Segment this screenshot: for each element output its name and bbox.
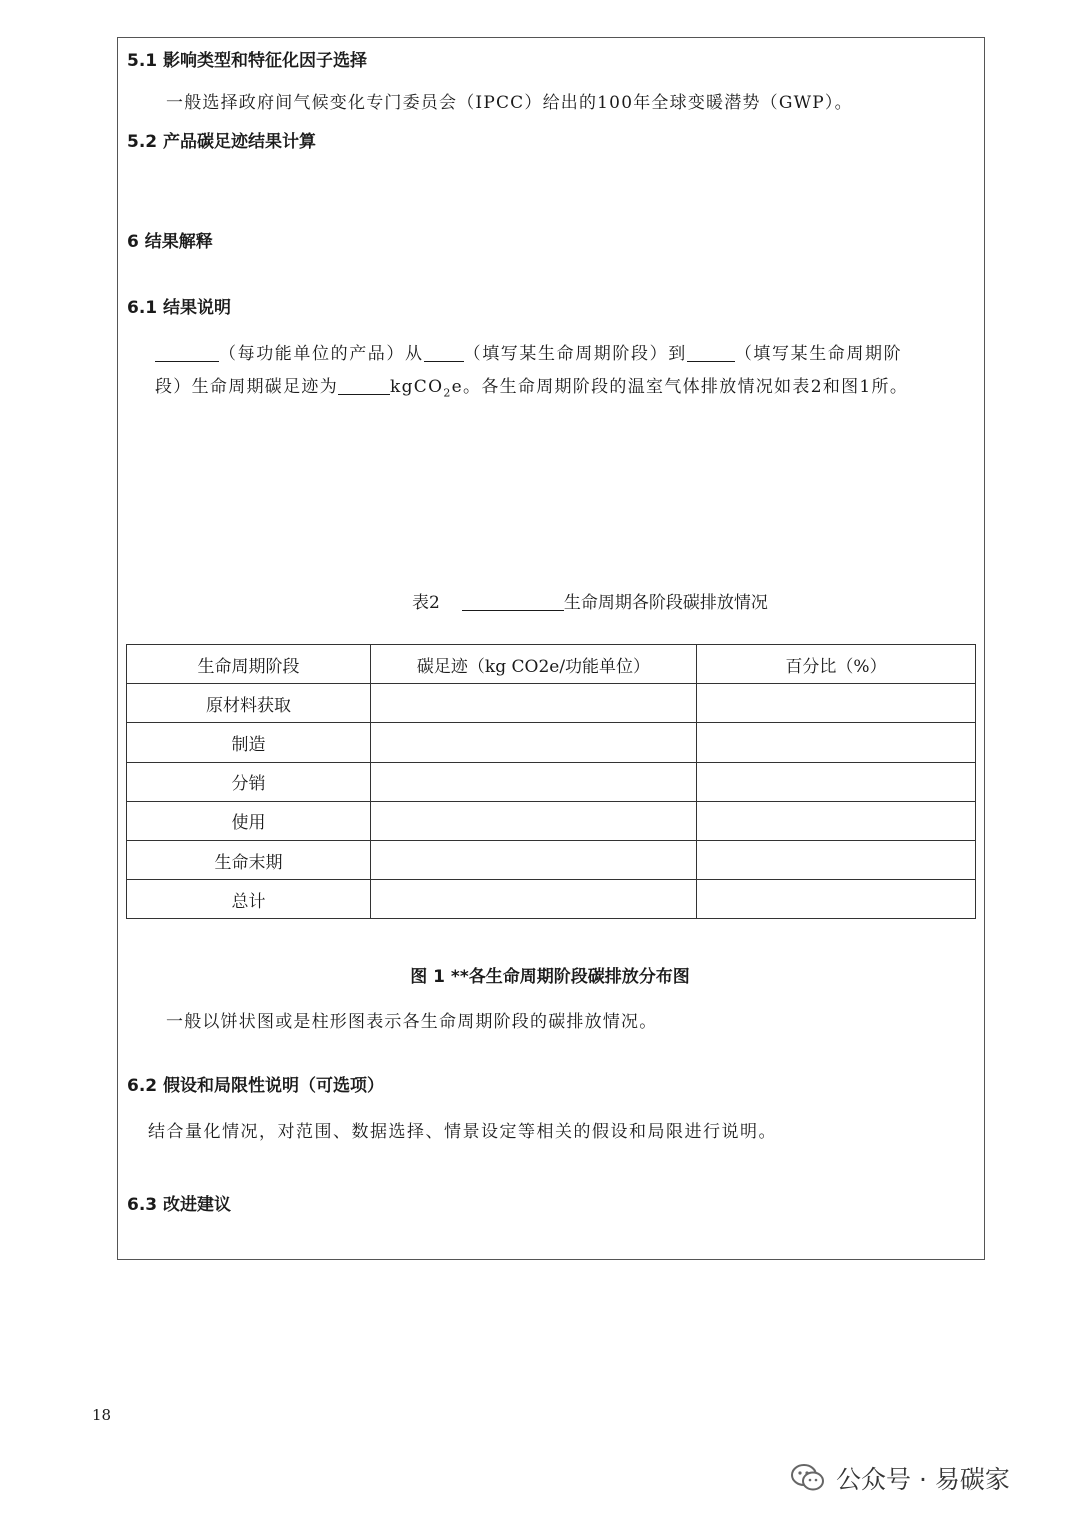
table-row [127, 723, 976, 762]
line1-part-a: （每功能单位的产品）从 [219, 344, 424, 364]
section-6-title: 6 结果解释 [127, 232, 213, 252]
table-caption-number: 表2 [412, 593, 440, 613]
stage-cell: 原材料获取 [127, 684, 371, 723]
section-6-3-title: 6.3 改进建议 [127, 1195, 232, 1215]
section-6-2-text: 结合量化情况，对范围、数据选择、情景设定等相关的假设和局限进行说明。 [148, 1122, 777, 1142]
percent-cell [697, 801, 976, 840]
table-row [127, 684, 976, 723]
table-caption [412, 588, 768, 613]
header-percent: 百分比（%） [697, 645, 976, 684]
section-5-1-text: 一般选择政府间气候变化专门委员会（IPCC）给出的100年全球变暖潜势（GWP）。 [166, 93, 853, 113]
footprint-cell [371, 801, 697, 840]
blank-product [155, 344, 219, 362]
table-caption-text: 生命周期各阶段碳排放情况 [563, 593, 768, 613]
footprint-cell [371, 840, 697, 879]
page-number: 18 [92, 1406, 112, 1424]
percent-cell [697, 840, 976, 879]
table-row [127, 880, 976, 919]
footprint-cell [371, 880, 697, 919]
table-row [127, 840, 976, 879]
blank-footprint-value [338, 377, 390, 395]
percent-cell [697, 762, 976, 801]
stage-cell: 制造 [127, 723, 371, 762]
percent-cell [697, 723, 976, 762]
blank-end-stage [687, 344, 735, 362]
section-5-2-title: 5.2 产品碳足迹结果计算 [127, 132, 317, 152]
wechat-icon [790, 1462, 826, 1494]
percent-cell [697, 880, 976, 919]
footprint-cell [371, 762, 697, 801]
watermark [790, 1460, 1010, 1496]
header-stage: 生命周期阶段 [127, 645, 371, 684]
unit-subscript: 2 [443, 386, 452, 400]
watermark-text: 公众号 · 易碳家 [836, 1465, 1010, 1494]
footprint-cell [371, 684, 697, 723]
percent-cell [697, 684, 976, 723]
stage-cell: 使用 [127, 801, 371, 840]
unit-e: e。 [451, 377, 482, 397]
blank-start-stage [424, 344, 464, 362]
section-6-1-line1 [155, 339, 902, 364]
table-header-row [127, 645, 976, 684]
unit-kgco: kgCO [390, 377, 444, 397]
line2-part-a: 段）生命周期碳足迹为 [155, 377, 338, 397]
section-5-1-title: 5.1 影响类型和特征化因子选择 [127, 51, 368, 71]
line1-part-c: （填写某生命周期阶 [734, 344, 903, 364]
emission-table [126, 644, 976, 919]
stage-cell: 分销 [127, 762, 371, 801]
table-row [127, 762, 976, 801]
stage-cell: 生命末期 [127, 840, 371, 879]
line1-part-b: （填写某生命周期阶段）到 [463, 344, 687, 364]
line2-part-b: 各生命周期阶段的温室气体排放情况如表2和图1所。 [481, 377, 909, 397]
footprint-cell [371, 723, 697, 762]
figure-caption: 图 1 **各生命周期阶段碳排放分布图 [410, 967, 690, 987]
header-footprint: 碳足迹（kg CO2e/功能单位） [371, 645, 697, 684]
figure-text: 一般以饼状图或是柱形图表示各生命周期阶段的碳排放情况。 [166, 1012, 658, 1032]
section-6-1-title: 6.1 结果说明 [127, 298, 232, 318]
stage-cell: 总计 [127, 880, 371, 919]
blank-product-name [462, 593, 564, 611]
table-row [127, 801, 976, 840]
section-6-2-title: 6.2 假设和局限性说明（可选项） [127, 1076, 385, 1096]
section-6-1-line2 [155, 372, 908, 399]
